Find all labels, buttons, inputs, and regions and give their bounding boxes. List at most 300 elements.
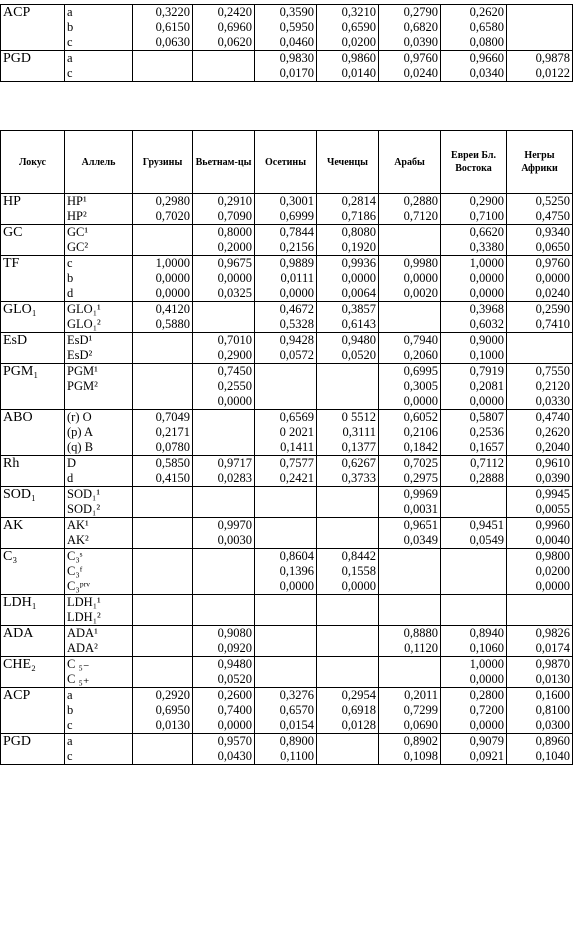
frequency-cell (193, 456, 255, 487)
frequency-value (443, 564, 504, 579)
allele-name: PGM¹ (67, 364, 98, 378)
locus-cell (1, 487, 65, 518)
frequency-value: 0,1920 (341, 240, 376, 254)
locus-cell (1, 734, 65, 765)
table-row (1, 657, 573, 688)
frequency-cell (379, 194, 441, 225)
frequency-cell (193, 549, 255, 595)
frequency-value: 0,0000 (155, 271, 190, 285)
locus-cell (1, 688, 65, 734)
table-row (1, 549, 573, 595)
frequency-cell (441, 549, 507, 595)
frequency-value (319, 657, 376, 672)
allele-name: LDH₁¹ (67, 595, 101, 609)
frequency-cell (379, 51, 441, 82)
frequency-value: 0,7400 (217, 703, 252, 717)
frequency-value: 0,0000 (469, 271, 504, 285)
frequency-value: 0,0325 (217, 286, 252, 300)
allele-name: c (67, 66, 73, 80)
frequency-value (135, 641, 190, 656)
frequency-value (257, 364, 314, 379)
frequency-cell (255, 487, 317, 518)
frequency-value: 0,2790 (403, 5, 438, 19)
frequency-value (319, 734, 376, 749)
frequency-value: 0,3968 (469, 302, 504, 316)
frequency-value: 0,0330 (535, 394, 570, 408)
frequency-cell (379, 410, 441, 456)
frequency-value: 0,6032 (469, 317, 504, 331)
frequency-value: 0 2021 (279, 425, 314, 439)
frequency-value: 0,0000 (341, 271, 376, 285)
frequency-cell (317, 734, 379, 765)
frequency-value (443, 595, 504, 610)
frequency-cell (507, 734, 573, 765)
frequency-value (509, 5, 570, 20)
frequency-value: 0,0122 (535, 66, 570, 80)
frequency-value (195, 302, 252, 317)
header-population: Осетины (255, 131, 317, 194)
allele-name: AK² (67, 533, 89, 547)
frequency-value (195, 317, 252, 332)
frequency-value: 0,0055 (535, 502, 570, 516)
frequency-value (257, 595, 314, 610)
frequency-cell (507, 518, 573, 549)
frequency-cell (507, 194, 573, 225)
frequency-value (319, 610, 376, 625)
frequency-value: 0,9717 (217, 456, 252, 470)
header-population: Арабы (379, 131, 441, 194)
frequency-cell (379, 5, 441, 51)
frequency-cell (255, 5, 317, 51)
allele-name: c (67, 35, 73, 49)
frequency-value: 0,6150 (155, 20, 190, 34)
table-row (1, 456, 573, 487)
frequency-value: 0,0920 (217, 641, 252, 655)
frequency-value (381, 564, 438, 579)
frequency-value (319, 626, 376, 641)
frequency-value (381, 549, 438, 564)
allele-name: GLO₁² (67, 317, 101, 331)
frequency-cell (255, 256, 317, 302)
frequency-value: 0,9969 (403, 487, 438, 501)
frequency-cell (193, 657, 255, 688)
frequency-value (319, 595, 376, 610)
frequency-value: 0 5512 (341, 410, 376, 424)
frequency-value: 0,5250 (535, 194, 570, 208)
frequency-value: 0,2040 (535, 440, 570, 454)
frequency-cell (379, 302, 441, 333)
allele-name: HP¹ (67, 194, 87, 208)
frequency-value: 0,1411 (280, 440, 314, 454)
frequency-value (135, 533, 190, 548)
locus-name: PGD (3, 51, 32, 66)
frequency-value: 0,2106 (403, 425, 438, 439)
locus-cell (1, 302, 65, 333)
frequency-value: 0,6918 (341, 703, 376, 717)
frequency-value: 0,0000 (469, 394, 504, 408)
frequency-value: 0,5807 (469, 410, 504, 424)
frequency-value (135, 348, 190, 363)
frequency-cell (317, 595, 379, 626)
locus-name: GLO₁ (3, 302, 37, 317)
frequency-value (195, 502, 252, 517)
frequency-value: 0,0572 (279, 348, 314, 362)
header-population: Негры Африки (507, 131, 573, 194)
frequency-cell (441, 256, 507, 302)
frequency-cell (507, 225, 573, 256)
frequency-value: 0,0780 (155, 440, 190, 454)
frequency-cell (255, 302, 317, 333)
frequency-value (257, 657, 314, 672)
frequency-value: 0,7100 (469, 209, 504, 223)
frequency-value: 0,8880 (403, 626, 438, 640)
frequency-value (195, 440, 252, 455)
frequency-value: 0,0390 (403, 35, 438, 49)
allele-name: EsD¹ (67, 333, 93, 347)
allele-name: SOD₁¹ (67, 487, 101, 501)
frequency-value: 0,0520 (217, 672, 252, 686)
frequency-cell (255, 456, 317, 487)
header-row (1, 131, 573, 194)
frequency-cell (255, 518, 317, 549)
frequency-value: 0,2156 (279, 240, 314, 254)
frequency-value (195, 410, 252, 425)
frequency-value: 0,0690 (403, 718, 438, 732)
frequency-value: 0,6620 (469, 225, 504, 239)
frequency-value: 0,6999 (279, 209, 314, 223)
header-locus: Локус (1, 131, 65, 194)
allele-cell (65, 595, 133, 626)
locus-cell (1, 595, 65, 626)
frequency-value (509, 348, 570, 363)
frequency-cell (379, 549, 441, 595)
frequency-value (319, 533, 376, 548)
allele-name: d (67, 286, 74, 300)
allele-cell (65, 51, 133, 82)
locus-cell (1, 256, 65, 302)
frequency-value: 0,2550 (217, 379, 252, 393)
frequency-value: 0,0340 (469, 66, 504, 80)
frequency-value: 0,9675 (217, 256, 252, 270)
frequency-value: 0,0000 (535, 271, 570, 285)
allele-name: C₃ᵖʳᵛ (67, 579, 90, 593)
frequency-value: 0,3733 (341, 471, 376, 485)
frequency-cell (133, 734, 193, 765)
frequency-cell (193, 256, 255, 302)
frequency-cell (317, 688, 379, 734)
frequency-value: 0,0430 (217, 749, 252, 763)
header-population: Чеченцы (317, 131, 379, 194)
frequency-value: 0,8940 (469, 626, 504, 640)
frequency-cell (193, 364, 255, 410)
frequency-value: 0,0520 (341, 348, 376, 362)
locus-name: ACP (3, 688, 31, 703)
frequency-value: 0,6590 (341, 20, 376, 34)
frequency-cell (133, 225, 193, 256)
frequency-value (135, 734, 190, 749)
frequency-value: 0,2800 (469, 688, 504, 702)
frequency-cell (193, 410, 255, 456)
frequency-value (381, 225, 438, 240)
allele-name: D (67, 456, 77, 470)
frequency-cell (255, 688, 317, 734)
frequency-value (257, 610, 314, 625)
frequency-value: 0,0040 (535, 533, 570, 547)
frequency-value: 0,2120 (535, 379, 570, 393)
frequency-value (509, 35, 570, 50)
allele-name: b (67, 703, 74, 717)
frequency-value (443, 610, 504, 625)
allele-name: c (67, 718, 73, 732)
frequency-cell (255, 51, 317, 82)
frequency-value (195, 51, 252, 66)
frequency-cell (255, 657, 317, 688)
frequency-value: 0,0000 (469, 718, 504, 732)
allele-name: (r) O (67, 410, 92, 424)
frequency-value (135, 579, 190, 594)
frequency-value (135, 487, 190, 502)
frequency-value (443, 502, 504, 517)
frequency-value (135, 564, 190, 579)
frequency-cell (379, 657, 441, 688)
frequency-value: 0,2954 (341, 688, 376, 702)
locus-cell (1, 626, 65, 657)
frequency-cell (133, 51, 193, 82)
frequency-value: 0,1000 (469, 348, 504, 362)
frequency-value (319, 502, 376, 517)
allele-cell (65, 734, 133, 765)
frequency-cell (317, 657, 379, 688)
allele-name: (p) A (67, 425, 94, 439)
frequency-value (135, 610, 190, 625)
frequency-value (381, 672, 438, 687)
frequency-value (195, 595, 252, 610)
frequency-value: 0,2081 (469, 379, 504, 393)
frequency-cell (507, 549, 573, 595)
frequency-value: 0,0000 (217, 718, 252, 732)
frequency-value (381, 595, 438, 610)
table-row (1, 518, 573, 549)
frequency-cell (133, 302, 193, 333)
frequency-value (135, 595, 190, 610)
frequency-value (319, 379, 376, 394)
frequency-value: 0,1657 (469, 440, 504, 454)
frequency-value (443, 579, 504, 594)
frequency-value (319, 749, 376, 764)
frequency-value (381, 579, 438, 594)
frequency-cell (133, 688, 193, 734)
frequency-value: 0,0000 (469, 286, 504, 300)
locus-name: CHE₂ (3, 657, 36, 672)
frequency-value: 0,7090 (217, 209, 252, 223)
table-row (1, 256, 573, 302)
frequency-value: 0,4120 (155, 302, 190, 316)
frequency-cell (255, 410, 317, 456)
frequency-cell (133, 595, 193, 626)
locus-name: TF (3, 256, 20, 271)
locus-name: C₃ (3, 549, 18, 564)
frequency-cell (507, 487, 573, 518)
allele-name: c (67, 256, 73, 270)
frequency-cell (255, 595, 317, 626)
frequency-cell (133, 364, 193, 410)
frequency-cell (133, 487, 193, 518)
frequency-cell (441, 595, 507, 626)
allele-name: PGM² (67, 379, 98, 393)
table-row (1, 734, 573, 765)
allele-name: C ₅₊ (67, 672, 90, 686)
frequency-value: 0,0620 (217, 35, 252, 49)
frequency-value: 0,9960 (535, 518, 570, 532)
locus-cell (1, 549, 65, 595)
header-population: Грузины (133, 131, 193, 194)
frequency-cell (441, 51, 507, 82)
frequency-value (257, 502, 314, 517)
frequency-value: 0,0128 (341, 718, 376, 732)
frequency-value: 0,2920 (155, 688, 190, 702)
frequency-value: 0,0030 (217, 533, 252, 547)
locus-name: GC (3, 225, 23, 240)
frequency-value: 0,0064 (341, 286, 376, 300)
frequency-value: 0,0000 (341, 579, 376, 593)
frequency-value (319, 364, 376, 379)
locus-cell (1, 51, 65, 82)
frequency-value (135, 225, 190, 240)
frequency-value: 0,1098 (403, 749, 438, 763)
frequency-value: 0,7410 (535, 317, 570, 331)
frequency-value: 0,2000 (217, 240, 252, 254)
frequency-cell (133, 410, 193, 456)
frequency-value (135, 240, 190, 255)
frequency-cell (441, 626, 507, 657)
frequency-cell (441, 688, 507, 734)
frequency-value (257, 672, 314, 687)
locus-name: PGM₁ (3, 364, 39, 379)
frequency-value: 0,5328 (279, 317, 314, 331)
frequency-value (135, 379, 190, 394)
header-population: Вьетнам-цы (193, 131, 255, 194)
frequency-value: 0,0349 (403, 533, 438, 547)
frequency-value: 0,0240 (535, 286, 570, 300)
frequency-value: 0,3111 (342, 425, 376, 439)
frequency-cell (379, 333, 441, 364)
allele-cell (65, 256, 133, 302)
frequency-value (257, 626, 314, 641)
frequency-value: 0,4150 (155, 471, 190, 485)
allele-name: EsD² (67, 348, 93, 362)
allele-cell (65, 225, 133, 256)
allele-name: a (67, 688, 73, 702)
frequency-value (135, 672, 190, 687)
locus-name: Rh (3, 456, 20, 471)
frequency-value (257, 533, 314, 548)
frequency-value: 0,9870 (535, 657, 570, 671)
frequency-value: 0,8604 (279, 549, 314, 563)
frequency-cell (133, 333, 193, 364)
header-allele: Аллель (65, 131, 133, 194)
frequency-cell (193, 734, 255, 765)
frequency-value: 0,0000 (217, 271, 252, 285)
frequency-cell (317, 487, 379, 518)
table-row (1, 626, 573, 657)
frequency-value: 0,9660 (469, 51, 504, 65)
frequency-cell (133, 456, 193, 487)
allele-name: HP² (67, 209, 87, 223)
locus-name: LDH₁ (3, 595, 37, 610)
locus-cell (1, 364, 65, 410)
frequency-cell (441, 364, 507, 410)
frequency-cell (317, 256, 379, 302)
frequency-value (195, 564, 252, 579)
frequency-value: 0,2620 (469, 5, 504, 19)
frequency-value (381, 317, 438, 332)
frequency-cell (317, 518, 379, 549)
frequency-cell (193, 333, 255, 364)
frequency-value: 0,2900 (469, 194, 504, 208)
allele-name: c (67, 749, 73, 763)
frequency-value: 0,2980 (155, 194, 190, 208)
frequency-cell (379, 688, 441, 734)
frequency-value (135, 333, 190, 348)
frequency-cell (507, 410, 573, 456)
frequency-value: 0,0140 (341, 66, 376, 80)
frequency-value: 0,0000 (469, 672, 504, 686)
table-row (1, 51, 573, 82)
allele-name: ADA¹ (67, 626, 98, 640)
frequency-cell (317, 626, 379, 657)
frequency-value: 0,9970 (217, 518, 252, 532)
frequency-value: 0,9800 (535, 549, 570, 563)
frequency-value (135, 549, 190, 564)
frequency-value: 0,8442 (341, 549, 376, 563)
locus-name: ACP (3, 5, 31, 20)
frequency-value (443, 487, 504, 502)
frequency-cell (193, 518, 255, 549)
frequency-cell (255, 225, 317, 256)
frequency-value (195, 425, 252, 440)
frequency-cell (133, 549, 193, 595)
frequency-value: 0,9428 (279, 333, 314, 347)
allele-name: GC¹ (67, 225, 89, 239)
frequency-cell (193, 51, 255, 82)
frequency-cell (193, 487, 255, 518)
frequency-value: 0,8100 (535, 703, 570, 717)
frequency-cell (379, 595, 441, 626)
frequency-value: 0,0031 (403, 502, 438, 516)
allele-name: ADA² (67, 641, 98, 655)
frequency-value: 0,2814 (341, 194, 376, 208)
frequency-value (509, 333, 570, 348)
frequency-value: 0,9760 (403, 51, 438, 65)
allele-name: d (67, 471, 74, 485)
allele-name: GLO₁¹ (67, 302, 101, 316)
frequency-value (257, 487, 314, 502)
frequency-value: 0,7919 (469, 364, 504, 378)
frequency-value: 0,8000 (217, 225, 252, 239)
frequency-value: 0,9651 (403, 518, 438, 532)
frequency-value: 0,9826 (535, 626, 570, 640)
frequency-value: 0,7577 (279, 456, 314, 470)
frequency-value (135, 364, 190, 379)
frequency-cell (255, 734, 317, 765)
frequency-cell (133, 626, 193, 657)
frequency-cell (441, 194, 507, 225)
frequency-cell (507, 333, 573, 364)
frequency-cell (193, 595, 255, 626)
frequency-value (381, 302, 438, 317)
frequency-value: 0,3276 (279, 688, 314, 702)
frequency-cell (317, 302, 379, 333)
